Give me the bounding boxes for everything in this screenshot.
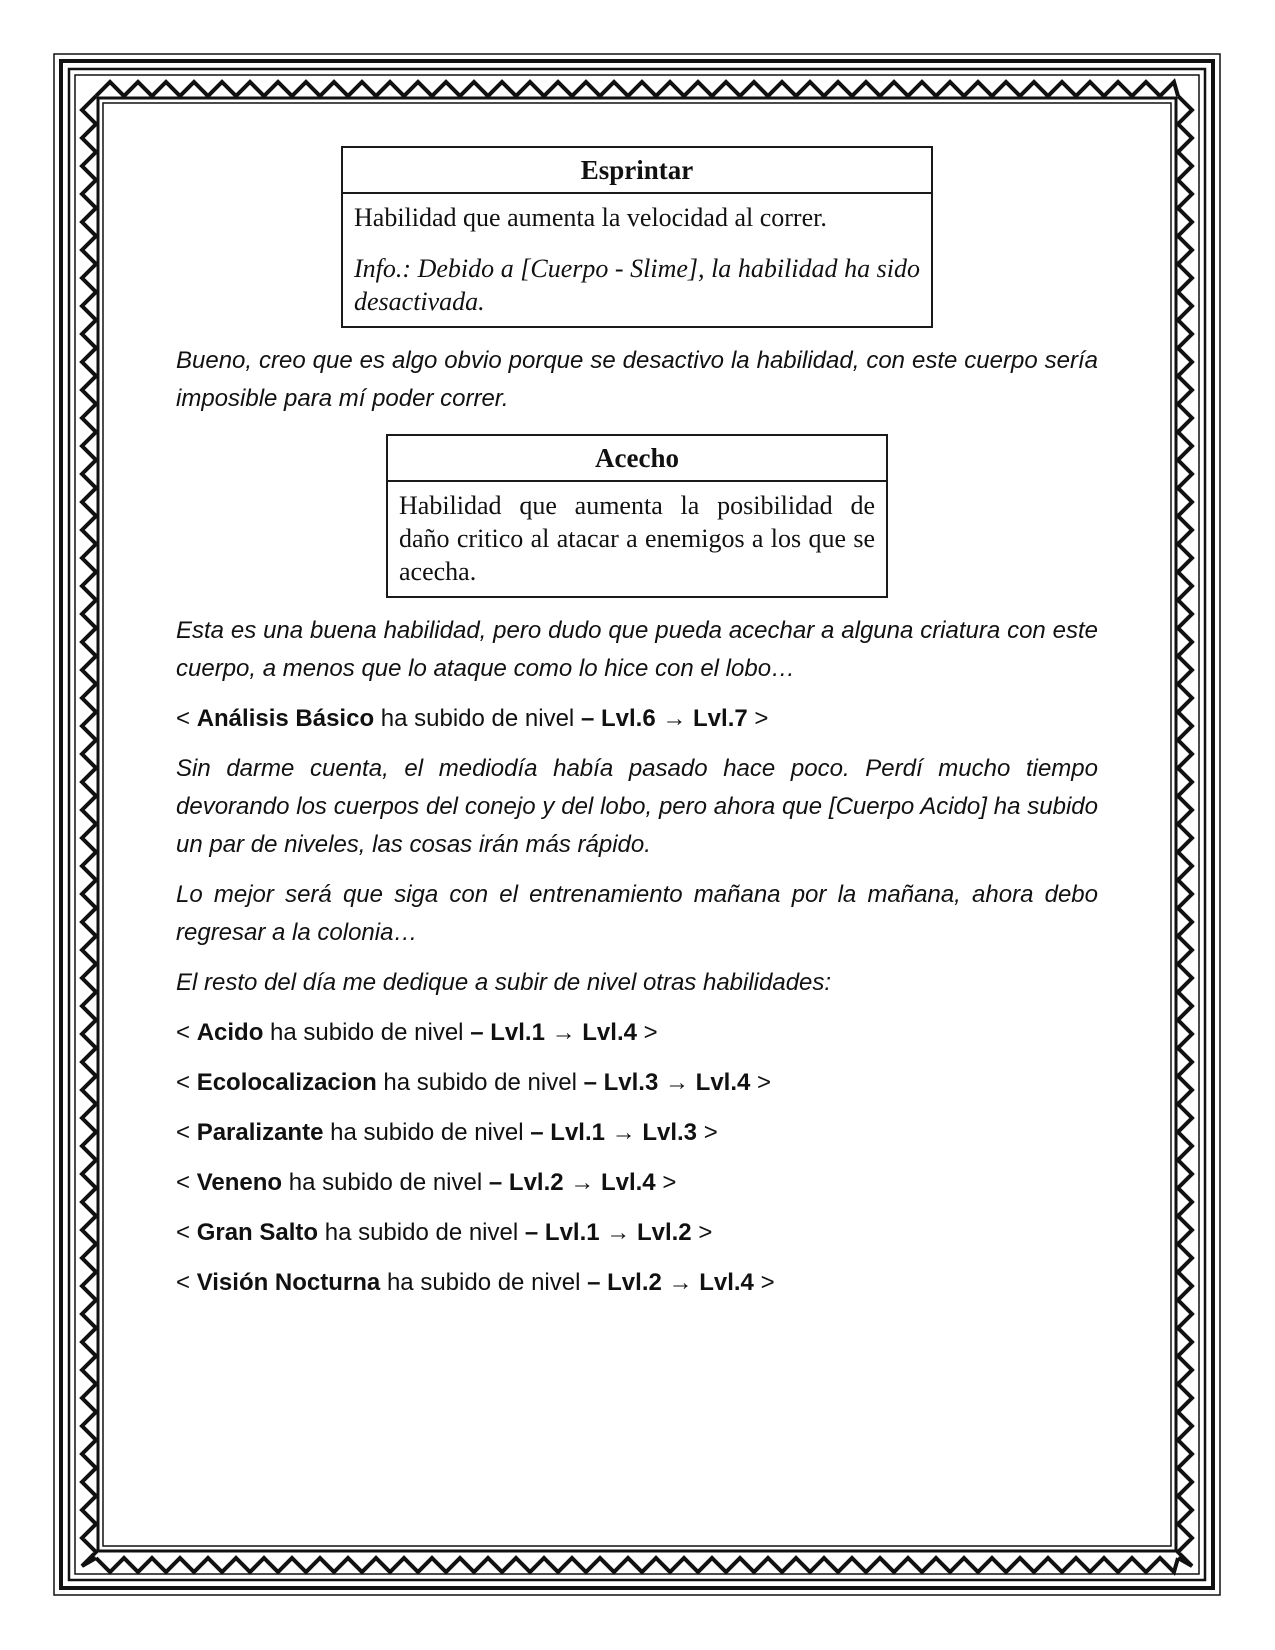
level-up-gran-salto: [176, 1214, 1098, 1252]
close-bracket: >: [662, 1169, 677, 1196]
close-bracket: >: [643, 1019, 658, 1046]
narrative-paragraph: Esta es una buena habilidad, pero dudo que pueda acechar a alguna criatura con este cuerpo, a menos que lo ataque como lo hice con el lobo…: [176, 617, 1098, 682]
close-bracket: >: [757, 1069, 772, 1096]
level-to: Lvl.4: [699, 1269, 754, 1296]
dash: –: [470, 1019, 484, 1046]
level-up-vision-nocturna: [176, 1264, 1098, 1302]
level-to: Lvl.7: [693, 705, 748, 732]
skill-name: Ecolocalizacion: [196, 1069, 377, 1096]
close-bracket: >: [760, 1269, 775, 1296]
level-from: Lvl.1: [550, 1119, 605, 1146]
dash: –: [583, 1069, 597, 1096]
skill-box-body: [343, 194, 931, 326]
level-up-acido: [176, 1014, 1098, 1052]
level-from: Lvl.2: [607, 1269, 662, 1296]
skill-description: Habilidad que aumenta la posibilidad de daño critico al atacar a enemigos a los que se acecha.: [399, 491, 875, 586]
skill-box-title: Acecho: [388, 436, 886, 482]
arrow-right-icon: →: [668, 1269, 693, 1296]
skill-box-title: Esprintar: [343, 148, 931, 194]
skill-name: Paralizante: [196, 1119, 324, 1146]
level-to: Lvl.2: [636, 1219, 692, 1246]
skill-name: Análisis Básico: [196, 705, 375, 732]
level-from: Lvl.3: [603, 1069, 659, 1096]
dash: –: [587, 1269, 601, 1296]
narrative-paragraph: Sin darme cuenta, el mediodía había pasado hace poco. Perdí mucho tiempo devorando los cuerpos del conejo y del lobo, pero ahora que [Cuerpo Acido] ha subido un par de niveles, las cosas irán más rápido.: [176, 755, 1098, 858]
level-up-text: ha subido de nivel: [270, 1019, 464, 1046]
level-to: Lvl.4: [582, 1019, 637, 1046]
skill-info-note: Info.: Debido a [Cuerpo - Slime], la habilidad ha sido desactivada.: [354, 254, 920, 316]
arrow-right-icon: →: [551, 1019, 576, 1046]
open-bracket: <: [176, 705, 191, 732]
level-to: Lvl.3: [642, 1119, 698, 1146]
skill-name: Gran Salto: [196, 1219, 319, 1246]
level-up-ecolocalizacion: [176, 1064, 1098, 1102]
skill-name: Visión Nocturna: [196, 1269, 381, 1296]
level-from: Lvl.2: [508, 1169, 564, 1196]
page-content: [176, 146, 1098, 1302]
skill-description: Habilidad que aumenta la velocidad al correr.: [354, 203, 827, 232]
level-to: Lvl.4: [600, 1169, 656, 1196]
arrow-right-icon: →: [662, 705, 687, 732]
open-bracket: <: [176, 1169, 191, 1196]
level-to: Lvl.4: [695, 1069, 751, 1096]
level-from: Lvl.6: [600, 705, 656, 732]
skill-name: Acido: [196, 1019, 264, 1046]
close-bracket: >: [698, 1219, 713, 1246]
close-bracket: >: [703, 1119, 718, 1146]
level-up-text: ha subido de nivel: [288, 1169, 483, 1196]
level-up-text: ha subido de nivel: [386, 1269, 581, 1296]
open-bracket: <: [176, 1019, 191, 1046]
level-up-paralizante: [176, 1114, 1098, 1152]
level-up-veneno: [176, 1164, 1098, 1202]
level-from: Lvl.1: [490, 1019, 545, 1046]
open-bracket: <: [176, 1069, 191, 1096]
open-bracket: <: [176, 1219, 191, 1246]
level-up-analisis-basico: [176, 700, 1098, 738]
arrow-right-icon: →: [611, 1119, 636, 1146]
arrow-right-icon: →: [664, 1069, 689, 1096]
zigzag-band: [82, 96, 96, 1566]
zigzag-band: [96, 1558, 1178, 1572]
level-up-text: ha subido de nivel: [330, 1119, 524, 1146]
skill-box-esprintar: [341, 146, 933, 328]
level-up-text: ha subido de nivel: [324, 1219, 519, 1246]
dash: –: [524, 1219, 539, 1246]
level-from: Lvl.1: [544, 1219, 600, 1246]
level-up-text: ha subido de nivel: [380, 705, 575, 732]
skill-name: Veneno: [196, 1169, 283, 1196]
open-bracket: <: [176, 1119, 191, 1146]
arrow-right-icon: →: [570, 1169, 595, 1196]
open-bracket: <: [176, 1269, 191, 1296]
dash: –: [530, 1119, 544, 1146]
arrow-right-icon: →: [606, 1219, 631, 1246]
close-bracket: >: [754, 705, 769, 732]
narrative-paragraph: Lo mejor será que siga con el entrenamiento mañana por la mañana, ahora debo regresar a la colonia…: [176, 881, 1098, 946]
dash: –: [580, 705, 595, 732]
zigzag-band: [1178, 96, 1192, 1566]
skill-box-body: [388, 482, 886, 596]
level-up-text: ha subido de nivel: [383, 1069, 577, 1096]
narrative-paragraph: El resto del día me dedique a subir de nivel otras habilidades:: [176, 969, 832, 996]
zigzag-band: [96, 82, 1178, 96]
skill-box-acecho: [386, 434, 888, 598]
dash: –: [488, 1169, 503, 1196]
narrative-paragraph: Bueno, creo que es algo obvio porque se desactivo la habilidad, con este cuerpo sería imposible para mí poder correr.: [176, 347, 1098, 412]
